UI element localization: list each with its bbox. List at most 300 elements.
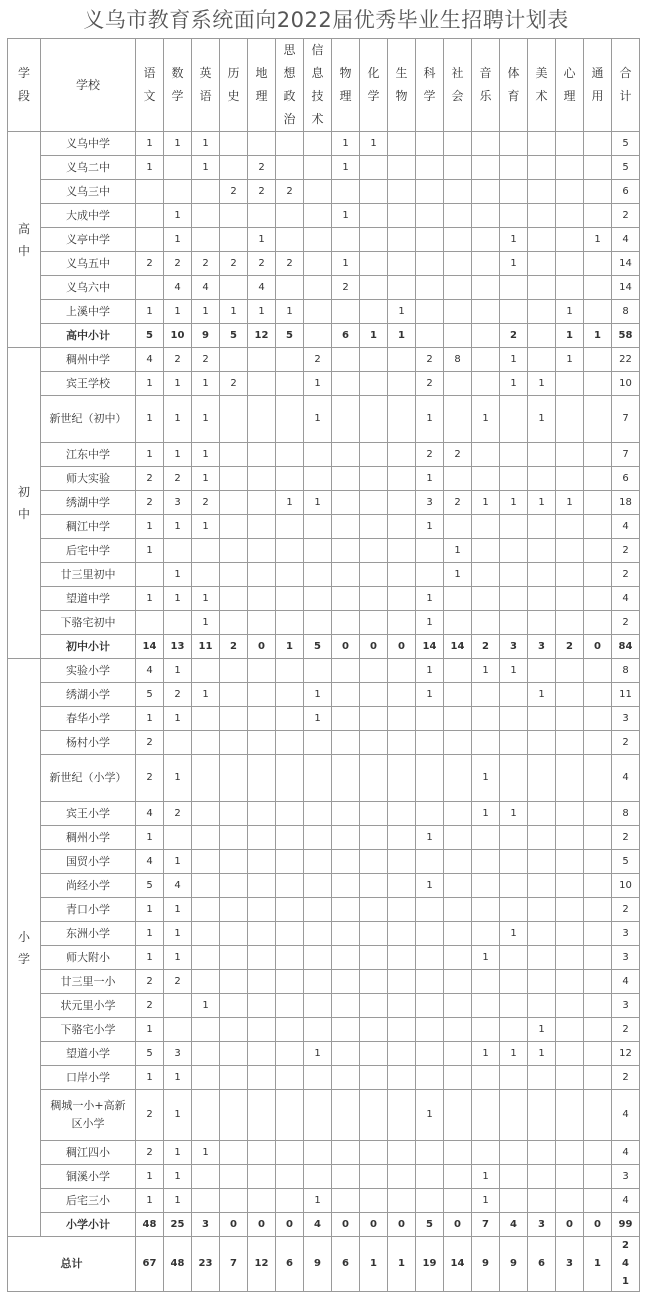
school-name: 宾王学校 bbox=[41, 372, 136, 396]
table-cell bbox=[528, 324, 556, 348]
table-cell bbox=[500, 443, 528, 467]
table-cell bbox=[220, 156, 248, 180]
table-cell: 7 bbox=[220, 1237, 248, 1292]
table-cell bbox=[304, 826, 332, 850]
school-name: 状元里小学 bbox=[41, 994, 136, 1018]
table-cell bbox=[444, 132, 472, 156]
table-row bbox=[8, 132, 640, 156]
table-cell bbox=[472, 1018, 500, 1042]
table-cell: 1 bbox=[360, 132, 388, 156]
table-cell bbox=[220, 563, 248, 587]
table-cell bbox=[500, 1141, 528, 1165]
table-row bbox=[8, 204, 640, 228]
table-cell: 0 bbox=[220, 1213, 248, 1237]
table-cell: 1 bbox=[192, 611, 220, 635]
table-cell: 0 bbox=[248, 1213, 276, 1237]
table-cell bbox=[360, 563, 388, 587]
table-cell bbox=[276, 802, 304, 826]
table-cell bbox=[332, 491, 360, 515]
table-cell: 1 bbox=[528, 683, 556, 707]
table-cell: 1 bbox=[164, 563, 192, 587]
table-cell bbox=[360, 180, 388, 204]
table-row bbox=[8, 1042, 640, 1066]
table-cell bbox=[192, 707, 220, 731]
table-cell bbox=[388, 443, 416, 467]
table-cell bbox=[164, 731, 192, 755]
table-cell: 3 bbox=[612, 1165, 640, 1189]
table-cell: 3 bbox=[416, 491, 444, 515]
table-cell bbox=[528, 204, 556, 228]
table-cell: 0 bbox=[388, 1213, 416, 1237]
school-name: 实验小学 bbox=[41, 659, 136, 683]
table-cell bbox=[332, 731, 360, 755]
table-cell bbox=[500, 1090, 528, 1141]
table-cell: 2 bbox=[276, 180, 304, 204]
table-cell: 1 bbox=[584, 228, 612, 252]
table-cell bbox=[556, 611, 584, 635]
table-cell bbox=[416, 180, 444, 204]
segment-label: 小学 bbox=[8, 659, 41, 1237]
table-cell: 7 bbox=[612, 443, 640, 467]
column-header: 生物 bbox=[388, 39, 416, 132]
column-header: 社会 bbox=[444, 39, 472, 132]
table-cell bbox=[248, 204, 276, 228]
table-cell: 1 bbox=[416, 396, 444, 443]
table-row bbox=[8, 1018, 640, 1042]
table-cell bbox=[584, 491, 612, 515]
table-cell bbox=[304, 467, 332, 491]
table-cell bbox=[192, 1066, 220, 1090]
table-cell bbox=[276, 467, 304, 491]
table-cell bbox=[276, 563, 304, 587]
table-cell bbox=[472, 1141, 500, 1165]
table-cell bbox=[388, 372, 416, 396]
table-cell: 2 bbox=[612, 826, 640, 850]
table-cell bbox=[500, 707, 528, 731]
column-header: 心理 bbox=[556, 39, 584, 132]
table-cell bbox=[444, 946, 472, 970]
table-cell: 1 bbox=[164, 228, 192, 252]
table-cell bbox=[500, 467, 528, 491]
table-cell: 2 bbox=[192, 348, 220, 372]
table-cell bbox=[584, 1090, 612, 1141]
table-cell: 1 bbox=[556, 300, 584, 324]
table-cell bbox=[556, 707, 584, 731]
table-cell bbox=[584, 587, 612, 611]
table-cell bbox=[472, 228, 500, 252]
table-cell: 1 bbox=[304, 372, 332, 396]
table-cell: 12 bbox=[612, 1042, 640, 1066]
table-cell: 2 bbox=[220, 635, 248, 659]
table-cell: 1 bbox=[472, 1165, 500, 1189]
table-cell bbox=[388, 348, 416, 372]
table-row bbox=[8, 874, 640, 898]
table-cell bbox=[220, 1018, 248, 1042]
table-cell bbox=[276, 946, 304, 970]
table-cell bbox=[500, 611, 528, 635]
table-cell: 2 bbox=[500, 324, 528, 348]
table-cell: 25 bbox=[164, 1213, 192, 1237]
table-cell bbox=[360, 611, 388, 635]
table-cell bbox=[360, 276, 388, 300]
table-cell bbox=[332, 300, 360, 324]
table-cell: 1 bbox=[500, 491, 528, 515]
table-cell bbox=[556, 850, 584, 874]
table-cell: 1 bbox=[192, 683, 220, 707]
school-name: 春华小学 bbox=[41, 707, 136, 731]
table-cell: 6 bbox=[276, 1237, 304, 1292]
table-cell: 1 bbox=[192, 396, 220, 443]
table-cell bbox=[444, 826, 472, 850]
table-cell bbox=[556, 467, 584, 491]
school-name: 铜溪小学 bbox=[41, 1165, 136, 1189]
table-cell bbox=[472, 874, 500, 898]
table-cell: 2 bbox=[164, 348, 192, 372]
table-row bbox=[8, 826, 640, 850]
table-cell bbox=[360, 946, 388, 970]
table-cell bbox=[332, 922, 360, 946]
table-cell: 14 bbox=[612, 252, 640, 276]
school-name: 稠江四小 bbox=[41, 1141, 136, 1165]
table-cell bbox=[416, 276, 444, 300]
table-cell: 14 bbox=[416, 635, 444, 659]
table-cell bbox=[276, 515, 304, 539]
table-cell bbox=[472, 180, 500, 204]
table-cell bbox=[220, 970, 248, 994]
column-header: 信息技术 bbox=[304, 39, 332, 132]
table-cell: 2 bbox=[416, 348, 444, 372]
table-cell: 0 bbox=[248, 635, 276, 659]
table-cell bbox=[472, 252, 500, 276]
table-cell: 2 bbox=[136, 491, 164, 515]
table-cell bbox=[276, 683, 304, 707]
column-header: 思想政治 bbox=[276, 39, 304, 132]
table-cell bbox=[556, 898, 584, 922]
table-cell bbox=[332, 755, 360, 802]
table-cell bbox=[500, 874, 528, 898]
table-cell bbox=[332, 683, 360, 707]
table-cell bbox=[360, 874, 388, 898]
table-cell bbox=[332, 946, 360, 970]
table-cell bbox=[220, 946, 248, 970]
table-cell: 2 bbox=[164, 683, 192, 707]
table-cell bbox=[304, 180, 332, 204]
table-cell bbox=[164, 539, 192, 563]
table-cell bbox=[416, 300, 444, 324]
table-cell bbox=[220, 898, 248, 922]
table-cell: 23 bbox=[192, 1237, 220, 1292]
school-name: 新世纪（小学） bbox=[41, 755, 136, 802]
column-header: 英语 bbox=[192, 39, 220, 132]
table-cell bbox=[304, 587, 332, 611]
table-cell: 1 bbox=[528, 1042, 556, 1066]
table-cell bbox=[472, 132, 500, 156]
table-cell bbox=[192, 659, 220, 683]
table-cell: 1 bbox=[556, 348, 584, 372]
table-cell bbox=[304, 1165, 332, 1189]
table-cell bbox=[248, 467, 276, 491]
table-cell bbox=[332, 970, 360, 994]
table-cell bbox=[472, 826, 500, 850]
table-cell bbox=[192, 180, 220, 204]
table-cell bbox=[416, 731, 444, 755]
table-cell bbox=[276, 970, 304, 994]
table-cell: 1 bbox=[416, 1090, 444, 1141]
table-cell bbox=[332, 348, 360, 372]
table-cell bbox=[360, 587, 388, 611]
table-cell bbox=[416, 946, 444, 970]
table-cell bbox=[472, 683, 500, 707]
table-cell: 2 bbox=[444, 443, 472, 467]
table-cell bbox=[584, 970, 612, 994]
table-cell bbox=[276, 1018, 304, 1042]
table-cell: 0 bbox=[584, 1213, 612, 1237]
table-cell bbox=[360, 539, 388, 563]
table-cell: 8 bbox=[612, 300, 640, 324]
table-cell: 1 bbox=[136, 132, 164, 156]
table-cell: 5 bbox=[304, 635, 332, 659]
table-cell bbox=[164, 1018, 192, 1042]
table-cell: 1 bbox=[164, 946, 192, 970]
table-cell: 6 bbox=[332, 1237, 360, 1292]
table-cell: 2 bbox=[248, 180, 276, 204]
table-cell bbox=[248, 1165, 276, 1189]
table-cell: 1 bbox=[136, 898, 164, 922]
table-cell bbox=[248, 587, 276, 611]
school-name: 口岸小学 bbox=[41, 1066, 136, 1090]
table-cell bbox=[164, 156, 192, 180]
table-cell bbox=[388, 850, 416, 874]
table-cell: 1 bbox=[164, 1165, 192, 1189]
table-cell bbox=[248, 731, 276, 755]
table-cell bbox=[276, 1090, 304, 1141]
table-cell: 1 bbox=[136, 443, 164, 467]
table-cell: 1 bbox=[416, 683, 444, 707]
table-cell bbox=[416, 707, 444, 731]
table-cell: 2 bbox=[136, 755, 164, 802]
table-cell bbox=[136, 204, 164, 228]
table-cell: 1 bbox=[416, 874, 444, 898]
table-cell bbox=[500, 850, 528, 874]
table-cell: 1 bbox=[164, 587, 192, 611]
table-cell bbox=[556, 156, 584, 180]
table-cell bbox=[220, 443, 248, 467]
table-cell bbox=[304, 539, 332, 563]
table-cell bbox=[444, 300, 472, 324]
table-cell bbox=[584, 922, 612, 946]
table-cell: 1 bbox=[584, 1237, 612, 1292]
table-cell bbox=[388, 587, 416, 611]
table-cell bbox=[304, 659, 332, 683]
table-cell bbox=[276, 443, 304, 467]
table-cell bbox=[388, 252, 416, 276]
table-cell: 1 bbox=[136, 1018, 164, 1042]
table-cell bbox=[332, 994, 360, 1018]
table-cell bbox=[416, 970, 444, 994]
table-cell bbox=[388, 707, 416, 731]
table-cell: 11 bbox=[192, 635, 220, 659]
table-cell bbox=[584, 1141, 612, 1165]
school-name: 义乌五中 bbox=[41, 252, 136, 276]
table-cell: 4 bbox=[612, 1141, 640, 1165]
table-cell: 6 bbox=[612, 467, 640, 491]
table-row bbox=[8, 156, 640, 180]
table-cell bbox=[584, 898, 612, 922]
table-cell bbox=[472, 515, 500, 539]
table-cell bbox=[220, 228, 248, 252]
table-cell: 2 bbox=[612, 1018, 640, 1042]
table-cell bbox=[472, 922, 500, 946]
table-cell bbox=[584, 156, 612, 180]
table-cell bbox=[304, 970, 332, 994]
table-cell bbox=[416, 228, 444, 252]
table-cell bbox=[248, 515, 276, 539]
table-cell bbox=[360, 659, 388, 683]
table-cell: 9 bbox=[304, 1237, 332, 1292]
table-cell: 3 bbox=[612, 994, 640, 1018]
table-cell: 3 bbox=[556, 1237, 584, 1292]
table-cell: 48 bbox=[136, 1213, 164, 1237]
table-cell: 1 bbox=[192, 156, 220, 180]
table-cell bbox=[472, 850, 500, 874]
table-cell bbox=[360, 252, 388, 276]
table-cell: 67 bbox=[136, 1237, 164, 1292]
table-cell bbox=[584, 874, 612, 898]
table-cell: 1 bbox=[136, 922, 164, 946]
table-cell: 1 bbox=[136, 707, 164, 731]
table-cell bbox=[388, 611, 416, 635]
table-cell bbox=[556, 276, 584, 300]
table-cell: 2 bbox=[164, 252, 192, 276]
table-cell: 6 bbox=[332, 324, 360, 348]
table-cell bbox=[220, 755, 248, 802]
table-cell bbox=[304, 922, 332, 946]
table-cell: 1 bbox=[416, 587, 444, 611]
table-cell: 5 bbox=[136, 874, 164, 898]
table-cell: 6 bbox=[528, 1237, 556, 1292]
table-cell bbox=[528, 898, 556, 922]
school-name: 宾王小学 bbox=[41, 802, 136, 826]
table-cell bbox=[416, 1066, 444, 1090]
table-cell bbox=[388, 946, 416, 970]
table-cell bbox=[528, 587, 556, 611]
table-cell: 3 bbox=[500, 635, 528, 659]
column-header: 物理 bbox=[332, 39, 360, 132]
table-cell bbox=[444, 1141, 472, 1165]
table-cell: 2 bbox=[612, 731, 640, 755]
table-cell bbox=[472, 707, 500, 731]
table-cell bbox=[304, 1066, 332, 1090]
table-cell bbox=[304, 898, 332, 922]
table-cell: 1 bbox=[164, 850, 192, 874]
table-cell: 1 bbox=[528, 491, 556, 515]
table-cell: 1 bbox=[472, 1189, 500, 1213]
table-cell: 11 bbox=[612, 683, 640, 707]
table-cell bbox=[276, 826, 304, 850]
table-cell bbox=[304, 802, 332, 826]
table-cell bbox=[584, 1189, 612, 1213]
table-cell bbox=[472, 970, 500, 994]
table-cell: 2 bbox=[332, 276, 360, 300]
table-cell bbox=[388, 276, 416, 300]
table-cell bbox=[192, 826, 220, 850]
table-cell bbox=[248, 922, 276, 946]
table-cell bbox=[584, 850, 612, 874]
table-cell bbox=[584, 180, 612, 204]
table-cell bbox=[276, 156, 304, 180]
table-cell bbox=[332, 539, 360, 563]
column-header: 科学 bbox=[416, 39, 444, 132]
table-cell bbox=[332, 228, 360, 252]
table-cell bbox=[444, 850, 472, 874]
segment-label: 高中 bbox=[8, 132, 41, 348]
table-cell: 1 bbox=[332, 252, 360, 276]
table-cell: 1 bbox=[136, 372, 164, 396]
table-cell bbox=[304, 994, 332, 1018]
table-cell bbox=[584, 659, 612, 683]
table-cell: 9 bbox=[500, 1237, 528, 1292]
table-cell: 3 bbox=[612, 946, 640, 970]
subtotal-row bbox=[8, 324, 640, 348]
table-cell bbox=[556, 1141, 584, 1165]
table-cell bbox=[416, 898, 444, 922]
table-cell bbox=[472, 276, 500, 300]
table-cell bbox=[556, 180, 584, 204]
table-cell: 1 bbox=[304, 491, 332, 515]
table-cell bbox=[528, 611, 556, 635]
school-name: 大成中学 bbox=[41, 204, 136, 228]
table-cell bbox=[304, 156, 332, 180]
table-cell: 1 bbox=[136, 1165, 164, 1189]
table-cell: 1 bbox=[360, 324, 388, 348]
table-cell bbox=[444, 467, 472, 491]
table-cell bbox=[500, 898, 528, 922]
table-body bbox=[8, 132, 640, 1292]
table-cell bbox=[332, 515, 360, 539]
table-cell bbox=[360, 515, 388, 539]
table-cell bbox=[528, 443, 556, 467]
table-cell bbox=[360, 443, 388, 467]
table-cell bbox=[276, 898, 304, 922]
table-cell bbox=[276, 1189, 304, 1213]
table-cell: 3 bbox=[528, 1213, 556, 1237]
table-cell: 1 bbox=[360, 1237, 388, 1292]
table-cell bbox=[584, 802, 612, 826]
table-cell bbox=[388, 1018, 416, 1042]
table-cell: 10 bbox=[612, 874, 640, 898]
table-cell bbox=[332, 563, 360, 587]
table-cell bbox=[416, 539, 444, 563]
table-cell bbox=[528, 156, 556, 180]
table-cell bbox=[248, 874, 276, 898]
table-cell bbox=[528, 850, 556, 874]
table-cell: 2 bbox=[248, 156, 276, 180]
table-cell bbox=[500, 946, 528, 970]
table-cell bbox=[220, 850, 248, 874]
table-cell bbox=[556, 587, 584, 611]
table-row bbox=[8, 587, 640, 611]
table-row bbox=[8, 396, 640, 443]
table-cell bbox=[248, 994, 276, 1018]
table-cell bbox=[304, 132, 332, 156]
school-name: 后宅中学 bbox=[41, 539, 136, 563]
table-cell bbox=[360, 850, 388, 874]
table-cell: 2 bbox=[164, 970, 192, 994]
table-cell bbox=[248, 826, 276, 850]
table-cell bbox=[584, 683, 612, 707]
table-cell: 1 bbox=[276, 635, 304, 659]
table-cell bbox=[444, 372, 472, 396]
